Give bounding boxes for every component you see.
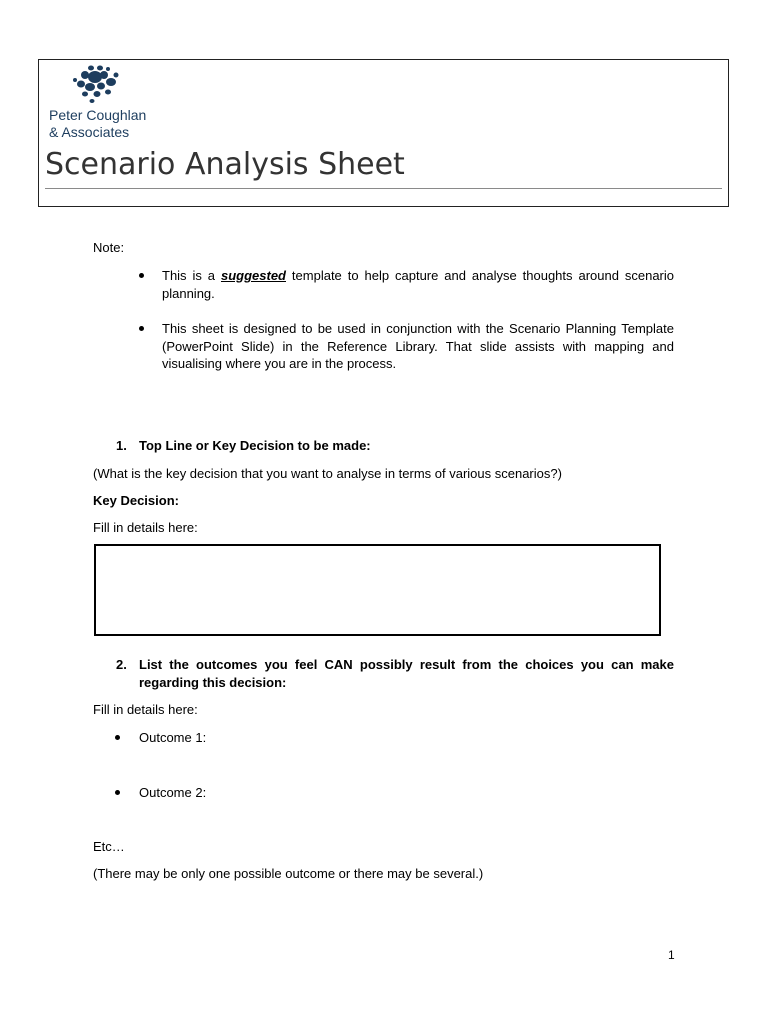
section-2-number: 2. [116,657,127,672]
section-2-heading: List the outcomes you feel CAN possibly result from the choices you can make regarding this decision: [139,657,674,690]
page-number: 1 [668,948,675,962]
company-logo [71,64,121,104]
section-1-fill-label: Fill in details here: [93,520,198,535]
note-bullet-1 [162,267,674,302]
title-divider [45,188,722,189]
note-label: Note: [93,240,125,255]
bullet-icon [115,790,120,795]
key-decision-input-box[interactable] [94,544,661,636]
section-1-heading: Top Line or Key Decision to be made: [139,438,371,453]
page-title: Scenario Analysis Sheet [45,147,405,182]
note-bullet-1-after: template to help capture and analyse thoughts around scenario planning. [162,268,675,301]
section-1-number: 1. [116,438,127,453]
note-bullet-2: This sheet is designed to be used in conjunction with the Scenario Planning Template (PowerPoint Slide) in the Reference Library. That slide assists with mapping and visualising where you are in the process. [162,321,674,371]
company-name-line2: & Associates [49,124,130,140]
outcome-1-label: Outcome 1: [139,730,207,745]
outcomes-footnote: (There may be only one possible outcome or there may be several.) [93,866,484,881]
document-header [38,59,729,207]
company-name [49,107,146,141]
outcome-2-label: Outcome 2: [139,785,207,800]
note-bullet-1-before: This is a [162,268,221,283]
key-decision-label: Key Decision: [93,493,179,508]
note-bullet-1-emphasis: suggested [220,268,286,283]
company-name-line1: Peter Coughlan [49,107,147,123]
section-1-prompt: (What is the key decision that you want to analyse in terms of various scenarios?) [93,466,562,481]
bullet-icon [139,273,144,278]
section-2-fill-label: Fill in details here: [93,702,198,717]
bullet-icon [115,735,120,740]
etc-text: Etc… [93,839,125,854]
bullet-icon [139,326,144,331]
